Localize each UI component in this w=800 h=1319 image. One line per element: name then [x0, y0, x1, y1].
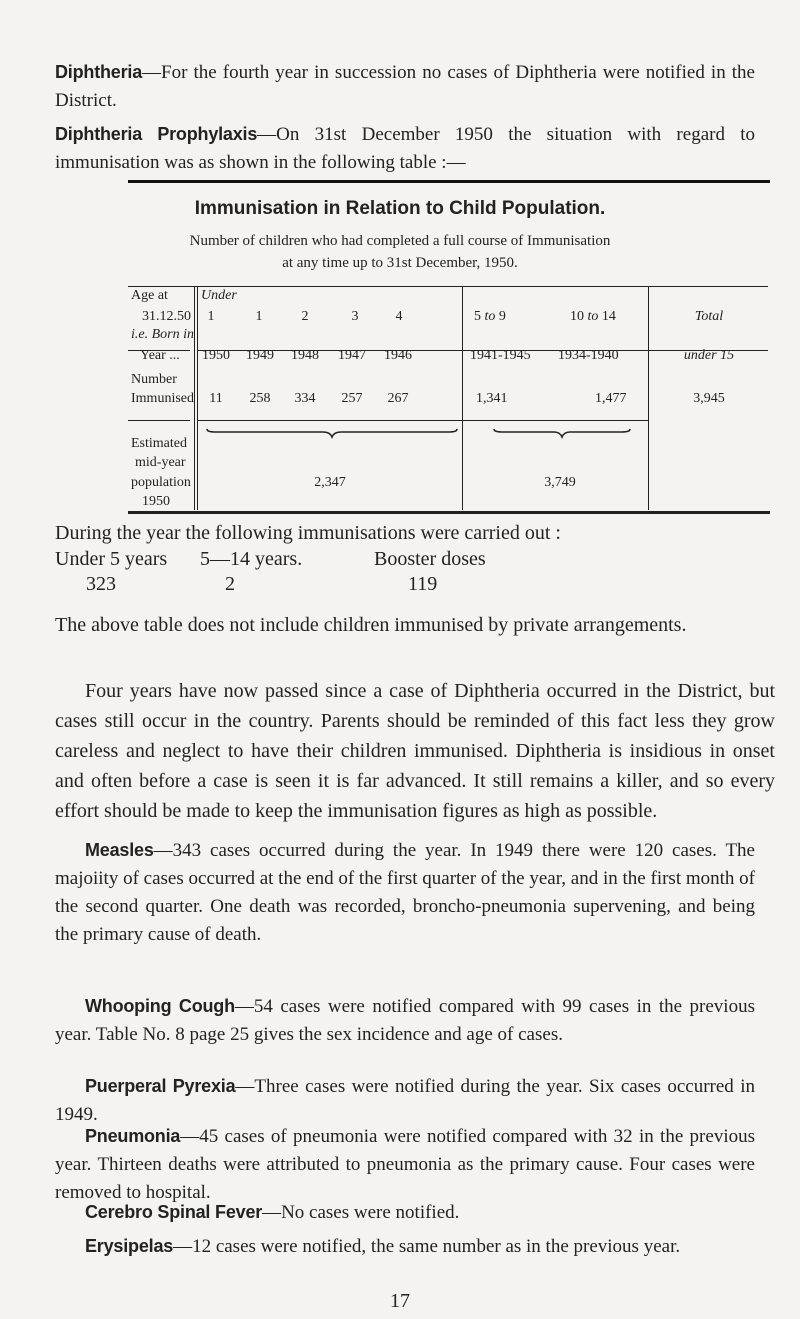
- number-val-5: 267: [387, 391, 409, 406]
- prophylaxis-paragraph: [55, 120, 755, 177]
- age-header-line2: 31.12.50: [142, 309, 191, 324]
- puerperal-heading: Puerperal Pyrexia: [85, 1076, 236, 1096]
- estimated-label-line4: 1950: [142, 494, 170, 509]
- measles-text: —343 cases occurred during the year. In 1949 there were 120 cases. The majoiity of cases occurred at the end of the first quarter of the year, and in the first month of the second quarter. One death was recorded, broncho-pneumonia supervening, and being the primary cause of death.: [55, 840, 755, 945]
- during-year-value-2: 2: [225, 573, 235, 595]
- age-col-4: 3: [351, 309, 359, 324]
- age-col-1: 1: [207, 309, 215, 324]
- age-header-line4: Year ...: [140, 348, 180, 363]
- cerebro-heading: Cerebro Spinal Fever: [85, 1202, 263, 1222]
- column-divider-2: [462, 286, 463, 510]
- whooping-heading: Whooping Cough: [85, 996, 235, 1016]
- total-sub: under 15: [683, 348, 735, 363]
- page-number: 17: [390, 1290, 410, 1312]
- column-divider-3: [648, 286, 649, 510]
- during-year-label-1: Under 5 years: [55, 548, 168, 570]
- pneumonia-text: —45 cases of pneumonia were notified compared with 32 in the previous year. Thirteen deaths were attributed to pneumonia as the primary cause. Four cases were removed to hospital.: [55, 1126, 755, 1203]
- age-col-2: 1: [255, 309, 263, 324]
- year-col-1: 1950: [202, 348, 230, 363]
- prophylaxis-heading: Diphtheria Prophylaxis: [55, 124, 258, 144]
- age-header-line1: Age at: [131, 288, 168, 303]
- estimated-label-line2: mid-year: [135, 455, 186, 470]
- private-note: The above table does not include children immunised by private arrangements.: [55, 614, 687, 636]
- during-year-intro: During the year the following immunisations were carried out :: [55, 522, 561, 544]
- prophylaxis-text: —On 31st December 1950 the situation with regard to immunisation was as shown in the following table :—: [55, 124, 755, 173]
- whooping-paragraph: [55, 992, 755, 1049]
- group-years-2: 1934-1940: [558, 348, 619, 363]
- during-year-value-3: 119: [408, 573, 438, 595]
- during-year-label-2: 5—14 years.: [200, 548, 303, 570]
- measles-heading: Measles: [85, 840, 154, 860]
- measles-paragraph: [55, 836, 755, 949]
- diphtheria-text: —For the fourth year in succession no cases of Diphtheria were notified in the District.: [55, 62, 755, 111]
- column-divider-1: [194, 286, 195, 510]
- group-val-1: 1,341: [476, 391, 508, 406]
- number-label-line2: Immunised: [131, 391, 194, 406]
- four-years-paragraph: Four years have now passed since a case of Diphtheria occurred in the District, but cases still occur in the country. Parents should be reminded of this fact less they grow careless and neglect to have their children immunised. Diphtheria is insidious in onset and often before a case is seen it is far advanced. It still remains a killer, and so every effort should be made to keep the immunisation figures as high as possible.: [55, 680, 775, 822]
- group-years-1: 1941-1945: [470, 348, 531, 363]
- table-top-rule: [128, 180, 770, 183]
- table-subtitle-line2: at any time up to 31st December, 1950.: [282, 255, 518, 271]
- brace-5to14: [492, 426, 632, 440]
- diphtheria-paragraph: [55, 58, 755, 115]
- number-val-3: 334: [294, 391, 316, 406]
- row-separator-left-2: [128, 420, 190, 421]
- est-5to14: 3,749: [544, 475, 576, 490]
- number-label-line1: Number: [131, 372, 177, 387]
- year-col-2: 1949: [246, 348, 274, 363]
- estimated-label-line3: population: [131, 475, 191, 490]
- group-col-2: 10 to 14: [570, 309, 616, 324]
- under-label: Under: [201, 288, 237, 303]
- whooping-text: —54 cases were notified compared with 99 cases in the previous year. Table No. 8 page 25 gives the sex incidence and age of cases.: [55, 996, 755, 1045]
- age-header-line3: i.e. Born in: [131, 327, 194, 342]
- table-title: Immunisation in Relation to Child Population.: [194, 198, 606, 219]
- puerperal-paragraph: [55, 1072, 755, 1129]
- pneumonia-paragraph: [55, 1122, 755, 1207]
- puerperal-text: —Three cases were notified during the year. Six cases occurred in 1949.: [55, 1076, 755, 1125]
- cerebro-paragraph: [55, 1198, 755, 1227]
- erysipelas-text: —12 cases were notified, the same number as in the previous year.: [173, 1236, 681, 1257]
- number-val-1: 11: [209, 391, 223, 406]
- pneumonia-heading: Pneumonia: [85, 1126, 181, 1146]
- year-col-5: 1946: [384, 348, 412, 363]
- brace-under5: [205, 426, 459, 440]
- erysipelas-paragraph: [55, 1232, 755, 1261]
- year-col-3: 1948: [291, 348, 319, 363]
- row-separator-right-2: [198, 420, 648, 421]
- number-val-4: 257: [341, 391, 363, 406]
- diphtheria-heading: Diphtheria: [55, 62, 143, 82]
- age-col-5: 4: [395, 309, 403, 324]
- table-bottom-rule: [128, 511, 770, 514]
- total-value: 3,945: [693, 391, 725, 406]
- during-year-label-3: Booster doses: [374, 548, 486, 570]
- cerebro-text: —No cases were notified.: [262, 1202, 460, 1223]
- total-label: Total: [694, 309, 724, 324]
- erysipelas-heading: Erysipelas: [85, 1236, 174, 1256]
- number-val-2: 258: [249, 391, 271, 406]
- year-col-4: 1947: [338, 348, 366, 363]
- est-under5: 2,347: [314, 475, 346, 490]
- estimated-label-line1: Estimated: [131, 436, 187, 451]
- table-subtitle-line1: Number of children who had completed a full course of Immunisation: [189, 233, 611, 249]
- table-header-line: [128, 286, 768, 287]
- age-col-3: 2: [301, 309, 309, 324]
- group-val-2: 1,477: [595, 391, 627, 406]
- group-col-1: 5 to 9: [474, 309, 506, 324]
- during-year-value-1: 323: [86, 573, 116, 595]
